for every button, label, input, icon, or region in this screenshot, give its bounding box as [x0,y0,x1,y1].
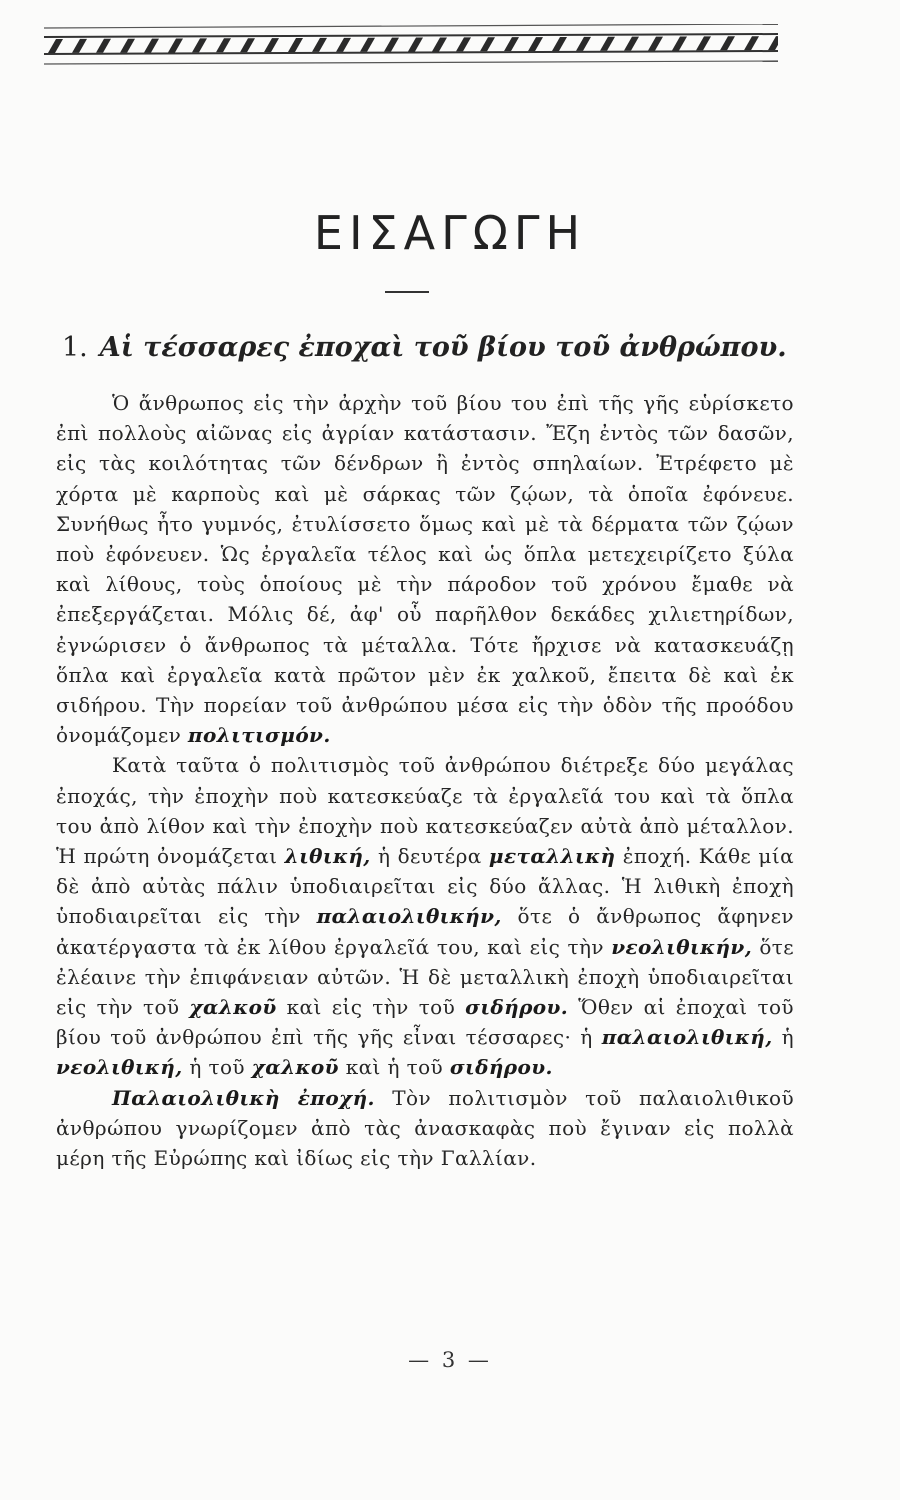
border-ornament-mark [336,38,351,52]
border-ornament-mark [480,37,495,51]
border-ornament-mark [288,38,303,52]
border-ornament-mark [384,38,399,52]
border-ornament-mark [552,37,567,51]
emphasized-term: νεολιθικήν, [611,934,753,959]
paragraph-text: Ὅθεν αἱ ἐποχαὶ τοῦ βίου τοῦ ἀνθρώπου ἐπὶ τῆς γῆς εἶναι τέσσαρες· ἡ [56,995,794,1050]
title-underline [385,291,429,293]
border-ornament-mark [696,36,711,50]
border-ornament-mark [720,36,735,50]
border-ornament-mark [432,37,447,51]
page-number: — 3 — [408,1348,492,1372]
border-ornament-mark [672,36,687,50]
paragraph-text: καὶ εἰς τὴν τοῦ [286,995,456,1020]
emphasized-term: πολιτισμόν. [187,723,331,748]
border-ornament-mark [600,37,615,51]
border-ornament-mark [576,37,591,51]
emphasized-term: παλαιολιθική, [601,1025,773,1050]
paragraph-text: ἐποχή. Κάθε μία δὲ ἀπὸ αὐτὰς πάλιν ὑποδιαιρεῖται εἰς δύο ἄλλας. Ἡ λιθικὴ ἐποχὴ ὑποδιαιρεῖται εἰς τὴν [56,844,794,929]
paragraph [56,388,794,750]
emphasized-term: νεολιθική, [56,1055,183,1080]
paragraph-text: ἡ δευτέρα [377,844,482,869]
emphasized-term: σιδήρου. [449,1055,553,1080]
border-ornament-mark [120,39,135,53]
emphasized-term: λιθική, [284,844,371,869]
border-ornament-mark [456,37,471,51]
border-ornament-mark [48,39,63,53]
paragraph-text: ἡ τοῦ [189,1055,245,1080]
paragraph-text: Τὸν πολιτισμὸν τοῦ παλαιολιθικοῦ ἀνθρώπου γνωρίζομεν ἀπὸ τὰς ἀνασκαφὰς ποὺ ἔγιναν εἰς πολλὰ μέρη τῆς Εὐρώπης καὶ ἰδίως εἰς τὴν Γαλλίαν. [56,1085,795,1171]
border-ornament-mark [240,38,255,52]
border-ornament-mark [264,38,279,52]
border-ornament-mark [408,38,423,52]
border-ornament-mark [312,38,327,52]
body-text [56,388,794,1173]
emphasized-term: χαλκοῦ [189,995,277,1020]
paragraph [56,1083,794,1174]
emphasized-term: χαλκοῦ [251,1055,339,1080]
paragraph-text: Ὁ ἄνθρωπος εἰς τὴν ἀρχὴν τοῦ βίου του ἐπὶ τῆς γῆς εὑρίσκετο ἐπὶ πολλοὺς αἰῶνας εἰς ἀγρίαν κατάστασιν. Ἔζη ἐντὸς τῶν δασῶν, εἰς τὰς κοιλότητας τῶν δένδρων ἢ ἐντὸς σπηλαίων. Ἐτρέφετο μὲ χόρτα μὲ καρποὺς καὶ μὲ σάρκας τῶν ζῴων, τὰ ὁποῖα ἐφόνευε. Συνήθως ἦτο γυμνός, ἐτυλίσσετο ὅμως καὶ μὲ τὰ δέρματα τῶν ζῴων ποὺ ἐφόνευεν. Ὡς ἐργαλεῖα τέλος καὶ ὡς ὅπλα μετεχειρίζετο ξύλα καὶ λίθους, τοὺς ὁποίους μὲ τὴν πάροδον τοῦ χρόνου ἔμαθε νὰ ἐπεξεργάζεται. Μόλις δέ, ἀφ' οὗ παρῆλθον δεκάδες χιλιετηρίδων, ἐγνώρισεν ὁ ἄνθρωπος τὰ μέταλλα. Τότε ἤρχισε νὰ κατασκευάζῃ ὅπλα καὶ ἐργαλεῖα κατὰ πρῶτον μὲν ἐκ χαλκοῦ, ἔπειτα δὲ καὶ ἐκ σιδήρου. Τὴν πορείαν τοῦ ἀνθρώπου μέσα εἰς τὴν ὁδὸν τῆς προόδου ὀνομάζομεν [56,391,794,748]
border-ornament-mark [744,36,759,50]
border-ornament-mark [648,37,663,51]
paragraph-text: καὶ ἡ τοῦ [345,1055,444,1080]
page-title: ΕΙΣΑΓΩΓΗ [313,206,587,260]
border-ornament-mark [360,38,375,52]
border-ornament-mark [72,39,87,53]
section-title: Αἱ τέσσαρες ἐποχαὶ τοῦ βίου τοῦ ἀνθρώπου. [99,332,787,363]
emphasized-term: παλαιολιθικήν, [316,904,502,929]
emphasized-term: μεταλλικὴ [488,844,616,869]
border-ornament-mark [504,37,519,51]
border-ornament-mark [768,36,778,50]
section-heading [62,332,842,363]
paragraph-text: ὅτε ὁ ἄνθρωπος ἄφηνεν ἀκατέργαστα τὰ ἐκ λίθου ἐργαλεῖά του, καὶ εἰς τὴν [56,904,794,959]
border-ornament-mark [624,37,639,51]
border-ornament-mark [168,39,183,53]
section-number: 1. [62,332,88,363]
border-ornament-mark [144,39,159,53]
paragraph-text: ὅτε ἐλέαινε τὴν ἐπιφάνειαν αὐτῶν. Ἡ δὲ μεταλλικὴ ἐποχὴ ὑποδιαιρεῖται εἰς τὴν τοῦ [56,934,795,1020]
ornamental-border [44,24,778,68]
emphasized-term: σιδήρου. [465,995,569,1020]
paragraph-text: ἡ [781,1025,794,1050]
border-ornament-mark [216,38,231,52]
paragraph [56,750,794,1082]
border-ornament-mark [528,37,543,51]
paragraph-text: Κατὰ ταῦτα ὁ πολιτισμὸς τοῦ ἀνθρώπου διέτρεξε δύο μεγάλας ἐποχάς, τὴν ἐποχὴν ποὺ κατεσκεύαζε τὰ ἐργαλεῖά του καὶ τὰ ὅπλα του ἀπὸ λίθον καὶ τὴν ἐποχὴν ποὺ κατεσκεύαζεν αὐτὰ ἀπὸ μέταλλον. Ἡ πρώτη ὀνομάζεται [56,753,794,869]
border-ornament-mark [96,39,111,53]
border-ornament-mark [192,38,207,52]
subsection-lead: Παλαιολιθικὴ ἐποχή. [112,1085,375,1110]
